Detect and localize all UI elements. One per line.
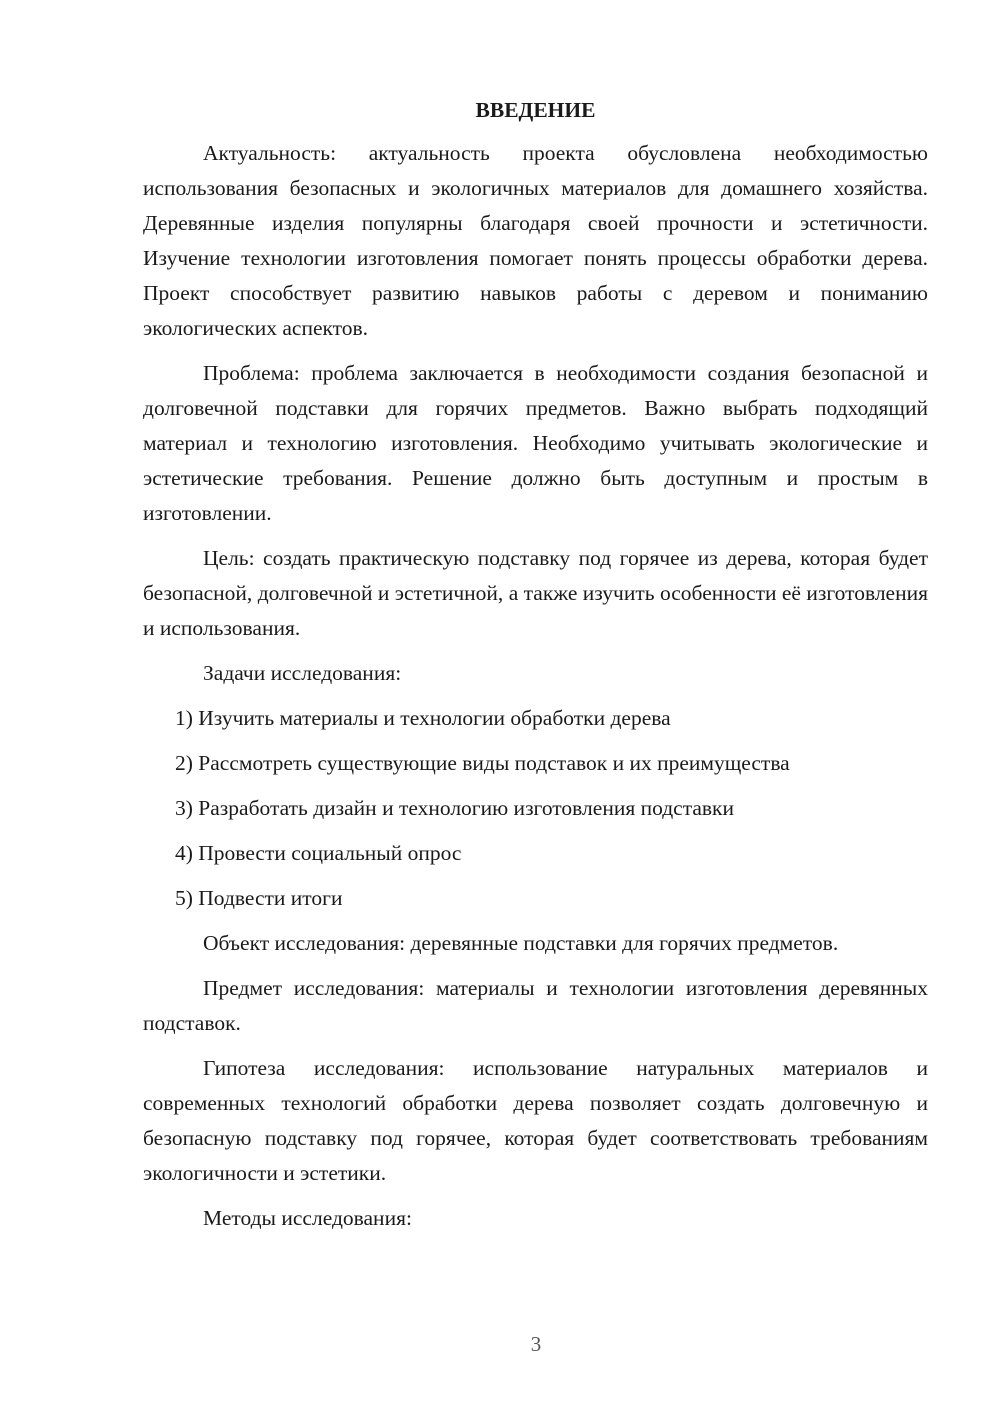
paragraph-goal: Цель: создать практическую подставку под горячее из дерева, которая будет безопасной, долговечной и эстетичной, а также изучить особенности её изготовления и использования. [143,546,928,640]
task-item-5: 5) Подвести итоги [175,886,343,910]
paragraph-relevance: Актуальность: актуальность проекта обусловлена необходимостью использования безопасных и экологичных материалов для домашнего хозяйства. Деревянные изделия популярны благодаря своей прочности и эстетичности. Изучение технологии изготовления помогает понять процессы обработки дерева. Проект способствует развитию навыков работы с деревом и пониманию экологических аспектов. [143,141,928,340]
tasks-list [143,701,928,916]
task-item-3: 3) Разработать дизайн и технологию изготовления подставки [175,796,735,820]
document-page [143,92,928,1246]
paragraph-hypothesis: Гипотеза исследования: использование натуральных материалов и современных технологий обработки дерева позволяет создать долговечную и безопасную подставку под горячее, которая будет соответствовать требованиям экологичности и эстетики. [143,1056,928,1185]
paragraph-object: Объект исследования: деревянные подставки для горячих предметов. [203,931,839,955]
paragraph-subject: Предмет исследования: материалы и технологии изготовления деревянных подставок. [143,976,928,1035]
paragraph-problem: Проблема: проблема заключается в необходимости создания безопасной и долговечной подставки для горячих предметов. Важно выбрать подходящий материал и технологию изготовления. Необходимо учитывать экологические и эстетические требования. Решение должно быть доступным и простым в изготовлении. [143,361,928,525]
page-number: 3 [530,1332,542,1356]
tasks-heading: Задачи исследования: [203,661,402,685]
page-title: ВВЕДЕНИЕ [475,98,596,122]
methods-heading: Методы исследования: [203,1206,412,1230]
task-item-2: 2) Рассмотреть существующие виды подставок и их преимущества [175,751,790,775]
task-item-4: 4) Провести социальный опрос [175,841,462,865]
task-item-1: 1) Изучить материалы и технологии обработки дерева [175,706,671,730]
